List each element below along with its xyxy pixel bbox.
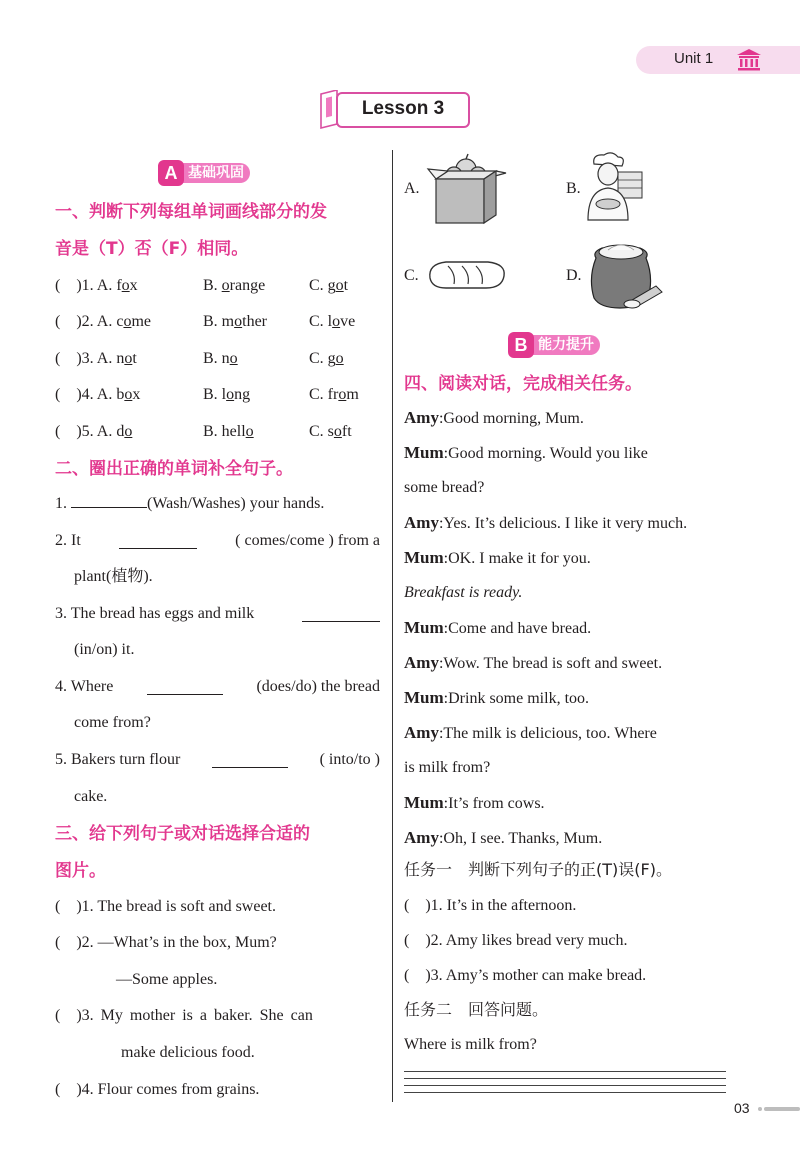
option-label: B.	[203, 313, 222, 330]
answer-paren[interactable]: ( )	[55, 386, 82, 403]
word-c-part: g	[327, 277, 336, 294]
answer-blank[interactable]	[71, 494, 147, 508]
dialogue-line	[404, 443, 648, 464]
item-text: 2. Amy likes bread very much.	[430, 932, 628, 949]
part1-option-b	[203, 312, 267, 332]
word-a-part: t	[132, 350, 137, 367]
answer-blank[interactable]	[212, 754, 288, 768]
answer-blank[interactable]	[302, 608, 380, 622]
part1-option-c	[309, 312, 355, 332]
underlined-letter: o	[333, 423, 342, 440]
sentence-number: 1.	[55, 495, 71, 512]
underlined-letter: o	[123, 313, 132, 330]
word-c-part: fr	[327, 386, 339, 403]
sentence-text: (Wash/Washes) your hands.	[147, 495, 325, 512]
building-icon	[736, 48, 762, 72]
speaker-colon: :	[443, 795, 449, 812]
part2-sentence-5-line2: cake.	[74, 788, 108, 805]
part4-heading: 四、阅读对话，完成相关任务。	[404, 374, 642, 394]
speaker-name: Amy	[404, 653, 439, 672]
speaker-name: Amy	[404, 408, 439, 427]
item-number: 5. A.	[81, 423, 117, 440]
speaker-colon: :	[438, 655, 444, 672]
dialogue-line	[404, 723, 657, 744]
underlined-letter: o	[338, 386, 347, 403]
sentence-text: ( into/to )	[319, 751, 380, 768]
item-text: 3. My mother is a baker. She can	[81, 1007, 313, 1024]
part1-item	[55, 349, 137, 369]
word-c-part: ve	[340, 313, 356, 330]
dialogue-line	[404, 583, 522, 603]
part2-heading: 二、圈出正确的单词补全句子。	[55, 459, 293, 479]
section-b-title: 能力提升	[530, 335, 600, 355]
answer-paren[interactable]: ( )	[55, 350, 82, 367]
unit-label: Unit 1	[674, 50, 714, 67]
dialogue-line	[404, 793, 545, 814]
task1-item	[404, 896, 576, 916]
word-a-part: me	[131, 313, 151, 330]
speaker-name: Mum	[404, 618, 444, 637]
dialogue-line	[404, 618, 591, 639]
option-label: C.	[309, 313, 328, 330]
sentence-text: 2. It	[55, 532, 81, 549]
dialogue-text: Good morning, Mum.	[443, 410, 584, 427]
option-c-label: C.	[404, 267, 419, 284]
part3-item-3-line2: make delicious food.	[121, 1044, 255, 1061]
part3-item-2-line2: —Some apples.	[116, 971, 218, 988]
option-label: C.	[309, 350, 328, 367]
part1-option-b	[203, 422, 254, 442]
answer-paren[interactable]: ( )	[55, 898, 82, 915]
answer-line[interactable]	[404, 1085, 726, 1086]
speaker-name: Mum	[404, 793, 444, 812]
part1-item	[55, 312, 151, 332]
section-b-badge	[508, 332, 632, 358]
item-text: 3. Amy’s mother can make bread.	[430, 967, 647, 984]
dialogue-line-continued: some bread?	[404, 479, 485, 496]
part2-sentence-4	[55, 677, 380, 697]
bread-loaf-icon	[426, 258, 508, 292]
dialogue-line-continued: is milk from?	[404, 759, 491, 776]
dialogue-line	[404, 408, 584, 429]
part1-option-b	[203, 385, 250, 405]
option-label: C.	[309, 423, 328, 440]
underlined-letter: o	[229, 350, 238, 367]
answer-paren[interactable]: ( )	[404, 967, 431, 984]
flour-sack-icon	[588, 238, 666, 312]
sentence-text: 4. Where	[55, 678, 114, 695]
underlined-letter: o	[221, 277, 230, 294]
speaker-colon: :	[443, 550, 449, 567]
part2-sentence-4-line2: come from?	[74, 714, 151, 731]
option-label: B.	[203, 277, 222, 294]
underlined-letter: o	[332, 313, 341, 330]
speaker-name: Amy	[404, 513, 439, 532]
dialogue-text: Yes. It’s delicious. I like it very much.	[443, 515, 688, 532]
answer-line[interactable]	[404, 1092, 726, 1093]
sentence-text: 5. Bakers turn flour	[55, 751, 181, 768]
word-a-part: n	[116, 350, 125, 367]
speaker-colon: :	[438, 830, 444, 847]
option-label: B.	[203, 386, 222, 403]
option-b-label: B.	[566, 180, 581, 197]
part3-heading-line2: 图片。	[55, 861, 106, 881]
underlined-letter: o	[245, 423, 254, 440]
item-number: 2. A.	[81, 313, 117, 330]
part3-item-4	[55, 1080, 259, 1100]
item-text: 1. It’s in the afternoon.	[430, 897, 577, 914]
page-number: 03	[734, 1100, 750, 1116]
part1-option-c	[309, 349, 344, 369]
word-c-part: l	[327, 313, 333, 330]
section-a-title: 基础巩固	[180, 163, 250, 183]
part3-item-3	[55, 1006, 380, 1026]
part1-option-c	[309, 422, 352, 442]
word-a-part: b	[116, 386, 125, 403]
word-c-part: m	[346, 386, 359, 403]
speaker-colon: :	[443, 445, 449, 462]
word-b-part: range	[229, 277, 266, 294]
speaker-name: Mum	[404, 443, 444, 462]
baker-icon	[582, 152, 644, 222]
word-b-part: hell	[221, 423, 246, 440]
part2-sentence-3-line2: (in/on) it.	[74, 641, 135, 658]
speaker-colon: :	[438, 515, 444, 532]
word-a-part: x	[132, 386, 141, 403]
speaker-name: Amy	[404, 723, 439, 742]
answer-blank[interactable]	[147, 681, 223, 695]
underlined-letter: o	[234, 313, 243, 330]
word-a-part: c	[116, 313, 124, 330]
word-b-part: n	[221, 350, 230, 367]
part3-item-2	[55, 933, 277, 953]
speaker-name: Amy	[404, 828, 439, 847]
word-a-part: f	[116, 277, 122, 294]
underlined-letter: o	[335, 277, 344, 294]
part2-sentence-1	[55, 494, 324, 514]
footer-bar	[764, 1107, 800, 1111]
word-c-part: ft	[341, 423, 352, 440]
answer-line[interactable]	[404, 1078, 726, 1079]
task2-heading: 任务二 回答问题。	[404, 1000, 549, 1019]
option-label: C.	[309, 277, 328, 294]
underlined-letter: o	[226, 386, 235, 403]
part1-option-c	[309, 276, 348, 296]
speaker-colon: :	[443, 690, 449, 707]
dialogue-text: Come and have bread.	[448, 620, 592, 637]
item-number: 3. A.	[81, 350, 117, 367]
dialogue-line	[404, 653, 662, 674]
lesson-title: Lesson 3	[361, 98, 445, 119]
part1-heading-line2: 音是（T）否（F）相同。	[55, 239, 249, 259]
answer-paren[interactable]: ( )	[55, 1007, 82, 1024]
task2-question: Where is milk from?	[404, 1036, 537, 1053]
item-text: 1. The bread is soft and sweet.	[81, 898, 276, 915]
part1-item	[55, 276, 138, 296]
apple-box-icon	[426, 153, 508, 225]
narration-text: Breakfast is ready.	[404, 584, 523, 601]
word-b-part: l	[221, 386, 227, 403]
part1-option-b	[203, 349, 238, 369]
word-c-part: g	[327, 350, 336, 367]
word-a-part: d	[116, 423, 125, 440]
underlined-letter: o	[124, 350, 133, 367]
lesson-header	[318, 90, 472, 130]
part2-sentence-2	[55, 531, 380, 551]
option-d-label: D.	[566, 267, 582, 284]
underlined-letter: o	[124, 386, 133, 403]
part1-item	[55, 385, 140, 405]
dialogue-line	[404, 513, 687, 534]
dialogue-text: Drink some milk, too.	[448, 690, 590, 707]
footer-dot	[758, 1107, 762, 1111]
answer-paren[interactable]: ( )	[404, 897, 431, 914]
answer-blank[interactable]	[119, 535, 197, 549]
part1-option-c	[309, 385, 359, 405]
word-b-part: ng	[234, 386, 251, 403]
dialogue-text: It’s from cows.	[448, 795, 545, 812]
underlined-letter: o	[121, 277, 130, 294]
underlined-letter: o	[335, 350, 344, 367]
underlined-letter: o	[124, 423, 133, 440]
word-b-part: m	[221, 313, 235, 330]
item-number: 4. A.	[81, 386, 117, 403]
option-label: C.	[309, 386, 328, 403]
part2-sentence-2-line2: plant(植物).	[74, 568, 153, 585]
part2-sentence-5	[55, 750, 380, 770]
sentence-text: ( comes/come ) from a	[235, 532, 380, 549]
option-label: B.	[203, 350, 222, 367]
part2-sentence-3	[55, 604, 380, 624]
task1-item	[404, 931, 628, 951]
sentence-text: (does/do) the bread	[256, 678, 380, 695]
part1-option-b	[203, 276, 265, 296]
part1-heading-line1: 一、判断下列每组单词画线部分的发	[55, 202, 327, 222]
answer-paren[interactable]: ( )	[55, 934, 82, 951]
task1-item	[404, 966, 646, 986]
task1-heading: 任务一 判断下列句子的正(T)误(F)。	[404, 860, 672, 879]
answer-paren[interactable]: ( )	[55, 423, 82, 440]
answer-paren[interactable]: ( )	[55, 1081, 82, 1098]
speaker-colon: :	[438, 725, 444, 742]
part3-heading-line1: 三、给下列句子或对话选择合适的	[55, 824, 310, 844]
option-a-label: A.	[404, 180, 420, 197]
part1-item	[55, 422, 132, 442]
dialogue-text: Wow. The bread is soft and sweet.	[443, 655, 663, 672]
dialogue-line	[404, 548, 591, 569]
column-divider	[392, 150, 393, 1102]
speaker-name: Mum	[404, 548, 444, 567]
section-a-letter: A	[158, 160, 184, 186]
item-text: 2. —What’s in the box, Mum?	[81, 934, 277, 951]
item-text: 4. Flour comes from grains.	[81, 1081, 260, 1098]
part3-item-1	[55, 897, 276, 917]
speaker-name: Mum	[404, 688, 444, 707]
answer-paren[interactable]: ( )	[55, 277, 82, 294]
unit-tab	[636, 46, 800, 74]
answer-paren[interactable]: ( )	[404, 932, 431, 949]
answer-line[interactable]	[404, 1071, 726, 1072]
answer-paren[interactable]: ( )	[55, 313, 82, 330]
dialogue-text: Good morning. Would you like	[448, 445, 648, 462]
word-a-part: x	[129, 277, 138, 294]
word-b-part: ther	[242, 313, 267, 330]
dialogue-text: OK. I make it for you.	[448, 550, 591, 567]
sentence-text: 3. The bread has eggs and milk	[55, 605, 255, 622]
option-label: B.	[203, 423, 222, 440]
word-c-part: s	[327, 423, 334, 440]
dialogue-text: The milk is delicious, too. Where	[443, 725, 657, 742]
dialogue-line	[404, 688, 589, 709]
dialogue-line	[404, 828, 602, 849]
section-a-badge	[158, 160, 282, 186]
item-number: 1. A.	[81, 277, 117, 294]
word-c-part: t	[343, 277, 349, 294]
dialogue-text: Oh, I see. Thanks, Mum.	[443, 830, 603, 847]
section-b-letter: B	[508, 332, 534, 358]
speaker-colon: :	[443, 620, 449, 637]
speaker-colon: :	[438, 410, 444, 427]
